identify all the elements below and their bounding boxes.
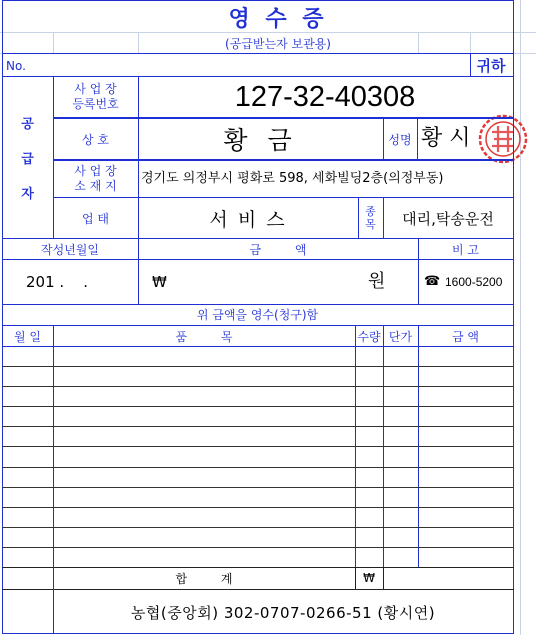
item-row [2, 366, 514, 386]
item-row-divider [2, 487, 513, 488]
item-row-divider [2, 366, 513, 367]
item-row-divider [2, 386, 513, 387]
item-row [2, 346, 514, 366]
item-row [2, 426, 514, 446]
item-row-divider [2, 507, 513, 508]
address-label-line1: 사 업 장 [74, 164, 117, 178]
issue-date-label: 작성년월일 [41, 242, 99, 257]
phone-icon: ☎ [424, 274, 441, 289]
number-label: No. [6, 59, 26, 73]
supplier-char-2: 급 [21, 152, 34, 167]
item-row-divider [2, 446, 513, 447]
business-item-value: 대리,탁송운전 [402, 209, 494, 228]
col-header-date: 월 일 [14, 329, 41, 344]
item-row [2, 406, 514, 426]
item-row-divider [2, 547, 513, 548]
supplier-char-3: 자 [21, 187, 34, 202]
trade-name-value: 황 금 [223, 126, 298, 155]
col-header-item: 품 목 [175, 329, 233, 344]
item-row [2, 507, 514, 527]
phone-number: 1600-5200 [445, 275, 503, 289]
business-item-label [358, 198, 383, 238]
item-row [2, 386, 514, 406]
owner-name-value: 황 시 [421, 126, 471, 151]
item-row [2, 527, 514, 547]
business-type-label: 업 태 [82, 211, 109, 226]
item-row [2, 487, 514, 507]
amount-currency-symbol: ₩ [152, 273, 167, 291]
address-value: 경기도 의정부시 평화로 598, 세화빌딩2층(의정부동) [141, 171, 444, 186]
issue-date-value: 201 . . [26, 273, 89, 291]
registration-label [53, 77, 138, 117]
total-label: 합 계 [175, 571, 233, 586]
item-row-divider [2, 467, 513, 468]
received-statement: 위 금액을 영수(청구)함 [196, 307, 319, 322]
receipt-subtitle: (공급받는자 보관용) [225, 36, 331, 51]
registration-label-line2: 등록번호 [72, 97, 119, 111]
business-type-value: 서 비 스 [209, 208, 287, 231]
registration-number: 127-32-40308 [234, 80, 416, 113]
business-item-label-1: 종 [365, 205, 376, 218]
item-row [2, 547, 514, 567]
amount-won-unit: 원 [368, 271, 386, 292]
receipt-title: 영 수 증 [228, 6, 328, 32]
honorific-label: 귀하 [476, 56, 506, 75]
owner-name-label: 성명 [388, 132, 412, 147]
item-row-divider [2, 406, 513, 407]
note-label: 비 고 [452, 242, 479, 257]
business-item-label-2: 목 [365, 218, 376, 231]
item-row-divider [2, 527, 513, 528]
total-currency-symbol: ₩ [363, 571, 375, 585]
amount-label: 금 액 [249, 242, 307, 257]
item-row-divider [2, 426, 513, 427]
trade-name-label: 상 호 [82, 132, 109, 147]
address-label-line2: 소 재 지 [74, 179, 117, 193]
address-label [53, 161, 138, 197]
supplier-side-label [2, 77, 53, 238]
supplier-char-1: 공 [21, 117, 34, 132]
item-row [2, 467, 514, 487]
registration-label-line1: 사 업 장 [74, 82, 117, 96]
bank-account-info: 농협(중앙회) 302-0707-0266-51 (황시연) [130, 603, 436, 622]
col-header-quantity: 수량 [357, 329, 381, 344]
seal-stamp [478, 114, 528, 164]
item-row [2, 446, 514, 466]
col-header-amount: 금 액 [452, 329, 479, 344]
col-header-unit-price: 단가 [388, 329, 413, 344]
